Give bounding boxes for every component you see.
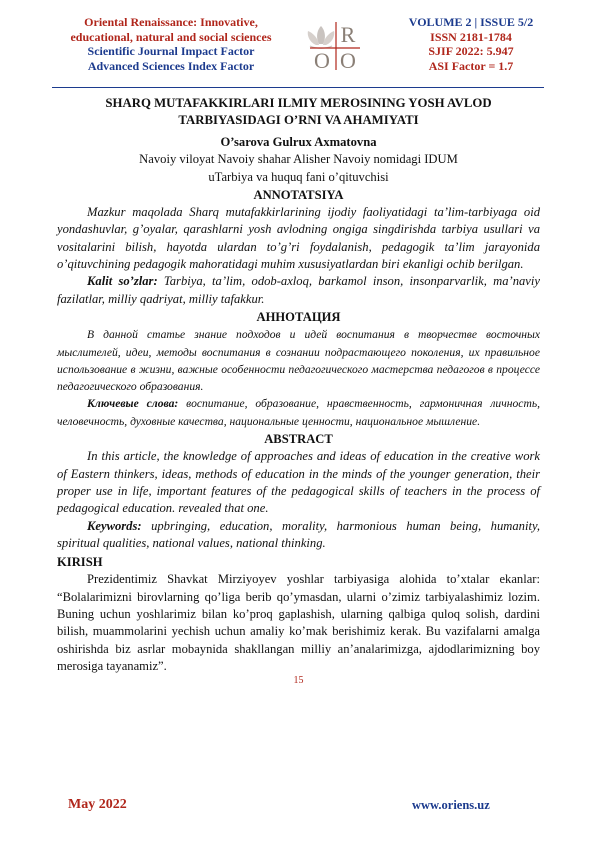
keywords-ru-label: Ключевые слова: xyxy=(87,397,179,411)
keywords-uz-list: Tarbiya, ta’lim, odob-axloq, barkamol inson, insonparvarlik, ma’naviy fazilatlar, milliy qadriyat, milliy tafakkur. xyxy=(57,274,540,306)
journal-issue-block xyxy=(386,15,556,73)
asi-factor: ASI Factor = 1.7 xyxy=(428,58,514,73)
journal-logo xyxy=(306,18,364,72)
article-title: SHARQ MUTAFAKKIRLARI ILMIY MEROSINING YOSH AVLOD TARBIYASIDAGI O’RNI VA AHAMIYATI xyxy=(105,96,492,127)
issn: ISSN 2181-1784 xyxy=(430,29,512,44)
intro-text: Prezidentimiz Shavkat Mirziyoyev yoshlar tarbiyasiga alohida to’xtalar ekanlar: “Bolalarimizni birovlarning qo’liga berib qo’ymasdan, ularni o’zimiz tarbiyalashimiz lozim. Buning uchun yoshlarimiz bilan ko’proq gaplashish, ularning qalbiga quloq solish, dardini bilish, muammolarini yechish uchun amaliy ko’mak berishimiz kerak. Bu vazifalarni amalga oshirishda biz asrlar mobaynida shakllangan milliy an’analarimizga, ajdodlarimizning boy merosiga tayanamiz”. xyxy=(57,572,540,673)
abstract-heading: ABSTRACT xyxy=(264,432,333,447)
keywords-uz xyxy=(57,273,540,308)
volume-issue: VOLUME 2 | ISSUE 5/2 xyxy=(408,15,534,29)
annotation-uz-heading: ANNOTATSIYA xyxy=(253,187,344,202)
svg-text:O: O xyxy=(340,48,356,72)
keywords-en xyxy=(57,518,540,553)
page-number: 15 xyxy=(293,675,304,687)
author-affiliation-1: Navoiy viloyat Navoiy shahar Alisher Navoiy nomidagi IDUM xyxy=(139,152,458,167)
abstract-text: In this article, the knowledge of approaches and ideas of education in the creative work of Eastern thinkers, ideas, methods of education in the minds of the younger generation, their proper use in life, important features of the pedagogical skills of teachers in the process of pedagogical education. revealed that one. xyxy=(57,449,540,516)
annotation-ru-text: В данной статье знание подходов и идей воспитания в творчестве восточных мыслителей, идеи, методы воспитания в сознании подрастающего поколения, их правильное использование в жизни, важные особенности педагогического мастерства педагогов в процессе педагогического образования. xyxy=(57,328,540,394)
journal-name-block xyxy=(52,15,290,73)
author-name: O’sarova Gulrux Axmatovna xyxy=(220,135,377,149)
annotation-ru-heading: АННОТАЦИЯ xyxy=(256,309,341,324)
header-divider xyxy=(52,87,544,88)
logo-letters: R xyxy=(340,22,356,47)
journal-factor-line-1: Scientific Journal Impact Factor xyxy=(87,44,255,58)
keywords-uz-label: Kalit so’zlar: xyxy=(87,274,158,289)
lotus-icon xyxy=(308,26,334,48)
journal-name-line-2: educational, natural and social sciences xyxy=(70,29,272,44)
svg-text:O: O xyxy=(314,48,330,72)
footer-website-link[interactable]: www.oriens.uz xyxy=(412,798,490,812)
footer-date: May 2022 xyxy=(68,797,127,812)
sjif-factor: SJIF 2022: 5.947 xyxy=(428,44,514,58)
annotation-uz-text: Mazkur maqolada Sharq mutafakkirlarining ijodiy faoliyatidagi ta’lim-tarbiyaga oid yondashuvlar, g’oyalar, qarashlarni yosh avlodning ongiga singdirishda tarbiya usullari va vositalarini bilish, hayotda ulardan to’g’ri foydalanish, pedagogik ta’lim jarayonida o’qituvchining pedagogik mahoratidagi muhim xususiyatlardan biri ekanligi ochib berilgan. xyxy=(57,205,540,272)
keywords-ru-list: воспитание, образование, нравственность, гармоничная личность, человечность, духовные качества, национальные ценности, национальное мышление. xyxy=(57,397,540,428)
keywords-en-list: upbringing, education, morality, harmonious human being, humanity, spiritual qualities, national values, national thinking. xyxy=(57,518,540,550)
keywords-ru xyxy=(57,395,540,430)
intro-heading: KIRISH xyxy=(57,555,103,570)
article-body xyxy=(57,95,540,687)
journal-name-line-1: Oriental Renaissance: Innovative, xyxy=(84,15,258,29)
author-affiliation-2: uTarbiya va huquq fani o’qituvchisi xyxy=(208,169,389,184)
keywords-en-label: Keywords: xyxy=(87,518,142,533)
journal-factor-line-2: Advanced Sciences Index Factor xyxy=(87,58,255,73)
